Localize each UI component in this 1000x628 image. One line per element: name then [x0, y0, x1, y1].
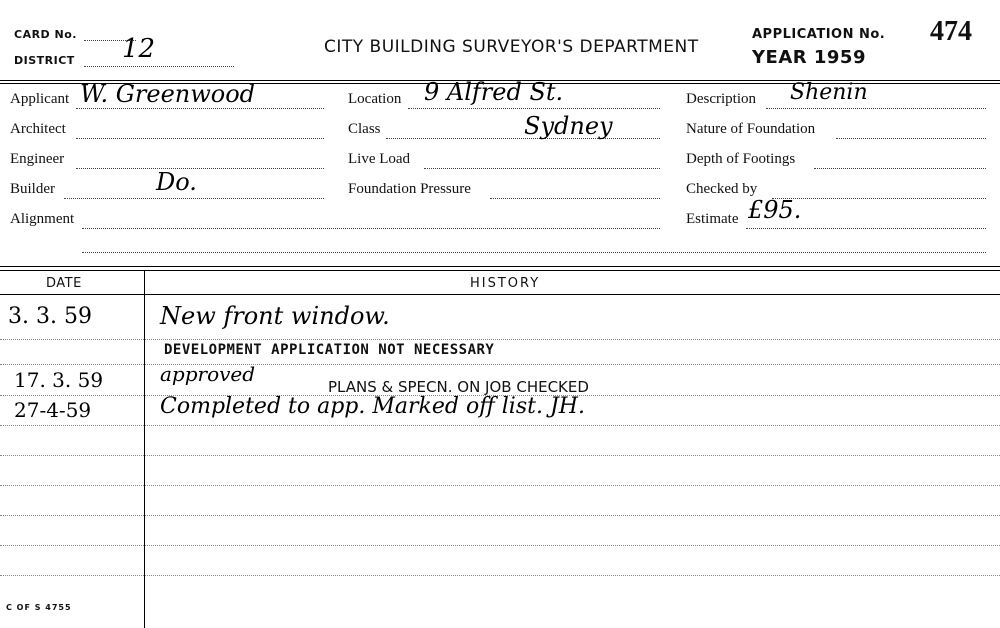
- district-label: DISTRICT: [14, 54, 75, 67]
- class-label: Class: [348, 121, 381, 137]
- class-value: Sydney: [524, 112, 613, 140]
- history-date-1: 3. 3. 59: [8, 304, 92, 329]
- estimate-value: £95.: [748, 196, 802, 224]
- live-load-label: Live Load: [348, 151, 411, 167]
- history-rule-second: [0, 270, 1000, 271]
- history-stamp-1: DEVELOPMENT APPLICATION NOT NECESSARY: [164, 342, 495, 358]
- builder-value: Do.: [156, 168, 197, 196]
- application-number: 474: [930, 16, 972, 47]
- description-value: Shenin: [790, 80, 868, 105]
- date-header: DATE: [46, 276, 82, 291]
- architect-label: Architect: [10, 121, 66, 137]
- ruled-line: [0, 364, 1000, 365]
- estimate-line: [746, 228, 986, 229]
- architect-line: [76, 138, 324, 139]
- ruled-line: [0, 455, 1000, 456]
- ruled-line: [0, 339, 1000, 340]
- history-date-2: 17. 3. 59: [14, 368, 104, 392]
- description-line: [766, 108, 986, 109]
- ruled-line: [0, 545, 1000, 546]
- depth-of-footings-label: Depth of Footings: [686, 151, 796, 167]
- district-line: [84, 66, 234, 67]
- application-no-label: APPLICATION No.: [752, 27, 886, 42]
- history-text-3: Completed to app. Marked off list. JH.: [160, 394, 585, 419]
- nature-of-foundation-line: [836, 138, 986, 139]
- applicant-line: [76, 108, 324, 109]
- extra-field-line: [82, 252, 986, 253]
- ruled-line: [0, 515, 1000, 516]
- checked-by-label: Checked by: [686, 181, 758, 197]
- foundation-pressure-line: [490, 198, 660, 199]
- history-rule-top: [0, 266, 1000, 267]
- district-value: 12: [122, 34, 156, 64]
- estimate-label: Estimate: [686, 211, 739, 227]
- ruled-line: [0, 485, 1000, 486]
- builder-line: [64, 198, 324, 199]
- description-label: Description: [686, 91, 756, 107]
- history-header: HISTORY: [470, 276, 541, 291]
- builder-label: Builder: [10, 181, 55, 197]
- live-load-line: [424, 168, 660, 169]
- nature-of-foundation-label: Nature of Foundation: [686, 121, 816, 137]
- location-line: [408, 108, 660, 109]
- engineer-line: [76, 168, 324, 169]
- ruled-line: [0, 575, 1000, 576]
- location-value: 9 Alfred St.: [424, 78, 564, 106]
- foundation-pressure-label: Foundation Pressure: [348, 181, 471, 197]
- card-no-label: CARD No.: [14, 28, 77, 41]
- history-text-2: approved: [160, 362, 256, 386]
- history-stamp-2: PLANS & SPECN. ON JOB CHECKED: [328, 378, 589, 396]
- ruled-line: [0, 425, 1000, 426]
- history-date-3: 27-4-59: [14, 398, 92, 422]
- history-text-1: New front window.: [160, 302, 390, 330]
- engineer-label: Engineer: [10, 151, 65, 167]
- year-label: YEAR 1959: [752, 47, 866, 68]
- location-label: Location: [348, 91, 402, 107]
- checked-by-line: [772, 198, 986, 199]
- applicant-label: Applicant: [10, 91, 70, 107]
- applicant-value: W. Greenwood: [80, 80, 256, 108]
- form-code: C OF S 4755: [6, 603, 72, 612]
- class-line: [386, 138, 660, 139]
- depth-of-footings-line: [814, 168, 986, 169]
- alignment-line: [82, 228, 660, 229]
- history-header-rule: [0, 294, 1000, 295]
- department-title: CITY BUILDING SURVEYOR'S DEPARTMENT: [324, 37, 699, 57]
- alignment-label: Alignment: [10, 211, 75, 227]
